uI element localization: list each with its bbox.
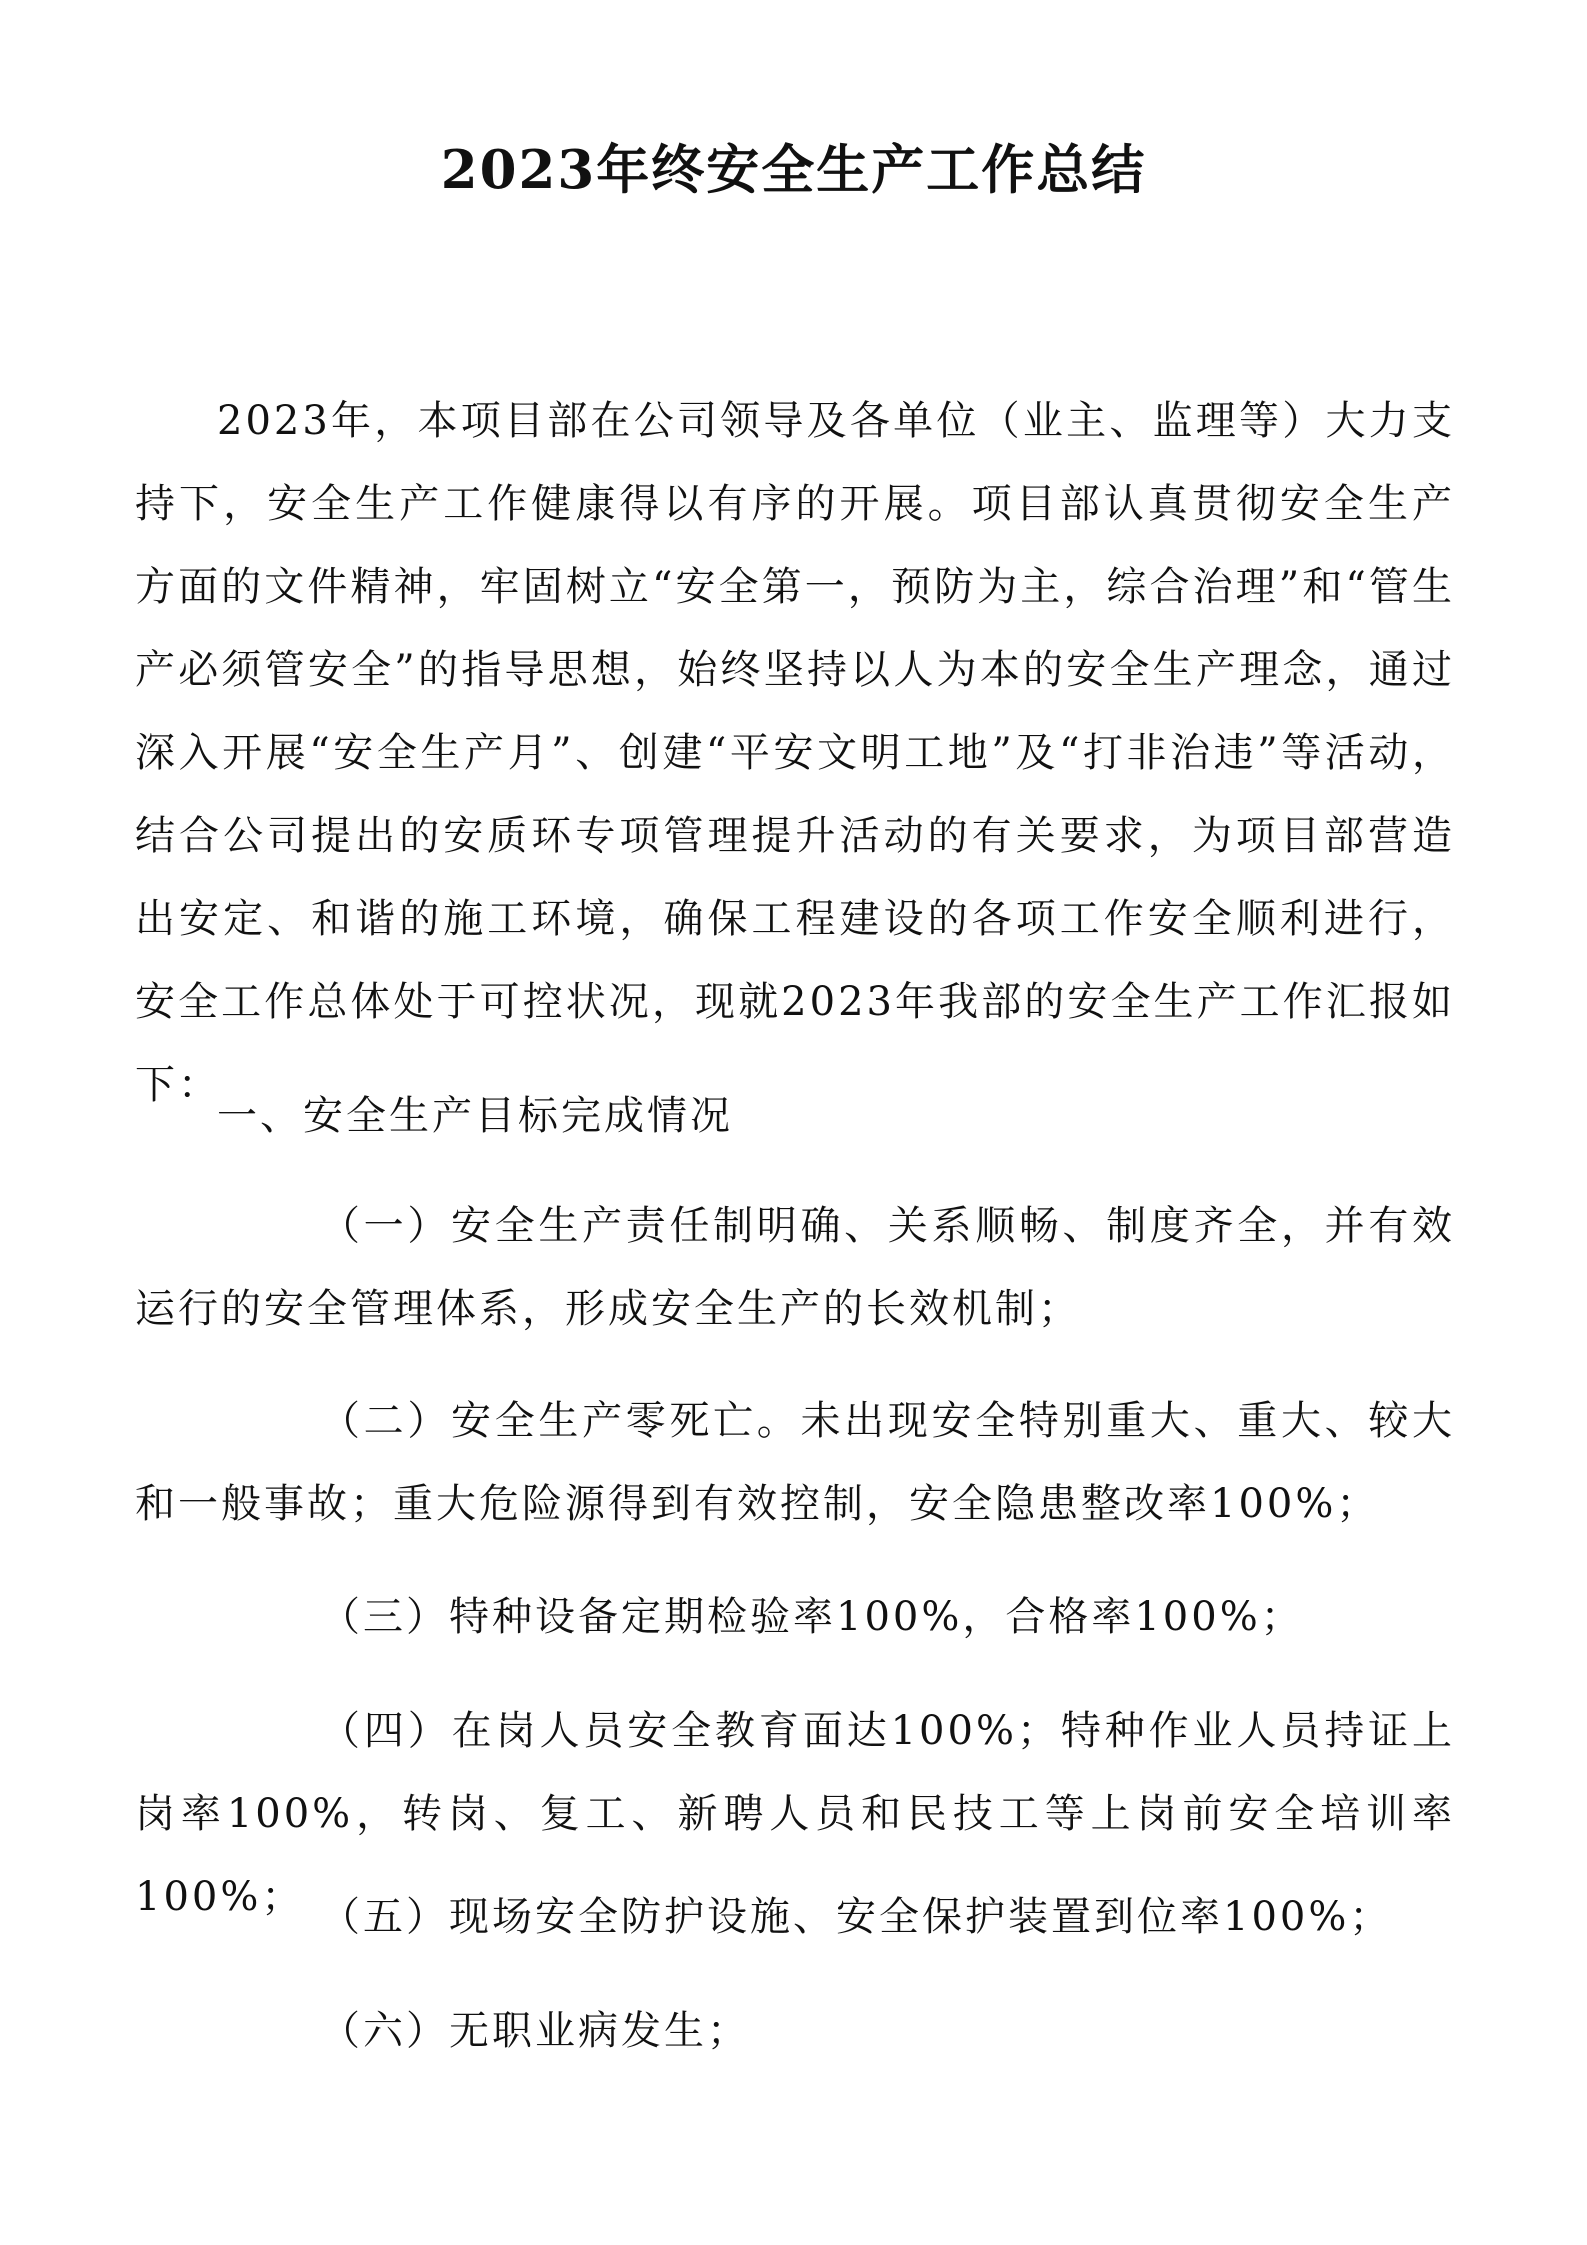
goal-item-2: （二）安全生产零死亡。未出现安全特别重大、重大、较大和一般事故；重大危险源得到有效控制，安全隐患整改率100%； <box>135 1398 1455 1527</box>
goal-item-5: （五）现场安全防护设施、安全保护装置到位率100%； <box>320 1894 1393 1940</box>
goal-item-6: （六）无职业病发生； <box>320 2008 750 2054</box>
section-heading-1: 一、安全生产目标完成情况 <box>217 1093 733 1139</box>
intro-paragraph: 2023年，本项目部在公司领导及各单位（业主、监理等）大力支持下，安全生产工作健康得以有序的开展。项目部认真贯彻安全生产方面的文件精神，牢固树立“安全第一，预防为主，综合治理”和“管生产必须管安全”的指导思想，始终坚持以人为本的安全生产理念，通过深入开展“安全生产月”、创建“平安文明工地”及“打非治违”等活动，结合公司提出的安质环专项管理提升活动的有关要求，为项目部营造出安定、和谐的施工环境，确保工程建设的各项工作安全顺利进行，安全工作总体处于可控状况，现就2023年我部的安全生产工作汇报如下： <box>135 398 1455 1108</box>
goal-item-4: （四）在岗人员安全教育面达100%；特种作业人员持证上岗率100%，转岗、复工、新聘人员和民技工等上岗前安全培训率100%； <box>135 1708 1455 1920</box>
document-title: 2023年终安全生产工作总结 <box>440 139 1147 201</box>
goal-item-3: （三）特种设备定期检验率100%，合格率100%； <box>320 1594 1304 1640</box>
goal-item-1: （一）安全生产责任制明确、关系顺畅、制度齐全，并有效运行的安全管理体系，形成安全生产的长效机制； <box>135 1203 1455 1332</box>
